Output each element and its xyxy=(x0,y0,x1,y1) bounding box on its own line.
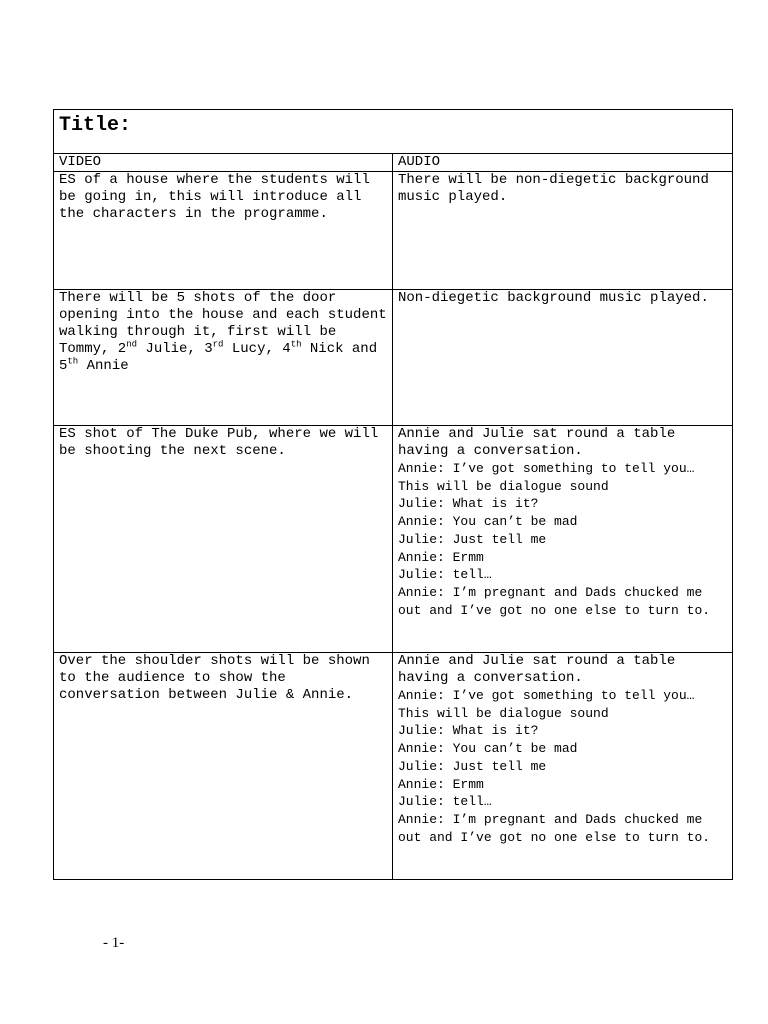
dialogue-line: This will be dialogue sound xyxy=(398,705,609,721)
dialogue-line: Julie: What is it? xyxy=(398,496,539,512)
dialogue-line: Annie: I’m pregnant and Dads chucked me out and I’ve got no one else to turn to. xyxy=(398,584,711,618)
video-cell: ES of a house where the students will be going in, this will introduce all the characters in the programme. xyxy=(54,172,393,290)
audio-cell xyxy=(393,653,733,880)
table-row xyxy=(54,290,733,426)
table-row xyxy=(54,653,733,880)
title-cell xyxy=(54,110,733,154)
video-cell: Over the shoulder shots will be shown to the audience to show the conversation between Julie & Annie. xyxy=(54,653,393,880)
dialogue-line: Annie: I’m pregnant and Dads chucked me out and I’ve got no one else to turn to. xyxy=(398,811,711,845)
dialogue-line: Julie: tell… xyxy=(398,794,492,810)
dialogue-line: Julie: Just tell me xyxy=(398,758,547,774)
audio-cell: Non-diegetic background music played. xyxy=(393,290,733,426)
dialogue-line: Julie: What is it? xyxy=(398,723,539,739)
audio-cell xyxy=(393,426,733,653)
title-row xyxy=(54,110,733,154)
dialogue-line: This will be dialogue sound xyxy=(398,478,609,494)
video-header: VIDEO xyxy=(54,154,393,172)
dialogue-line: Annie: Ermm xyxy=(398,776,484,792)
dialogue-line: Annie and Julie sat round a table having a conversation. xyxy=(398,426,684,459)
document-title: Title: xyxy=(59,114,132,137)
dialogue-line: Annie and Julie sat round a table having a conversation. xyxy=(398,653,684,686)
dialogue-line: Annie: I’ve got something to tell you… xyxy=(398,688,695,703)
dialogue-line: Annie: Ermm xyxy=(398,549,484,565)
video-cell: There will be 5 shots of the door opening into the house and each student walking through it, first will be Tommy, 2nd Julie, 3rd Lucy, 4th Nick and 5th Annie xyxy=(54,290,393,426)
dialogue-line: Annie: You can’t be mad xyxy=(398,514,578,530)
header-row xyxy=(54,154,733,172)
audio-header: AUDIO xyxy=(393,154,733,172)
dialogue-line: Annie: You can’t be mad xyxy=(398,741,578,757)
script-table xyxy=(53,109,733,880)
dialogue-line: Julie: tell… xyxy=(398,567,492,583)
video-cell: ES shot of The Duke Pub, where we will be shooting the next scene. xyxy=(54,426,393,653)
audio-cell: There will be non-diegetic background music played. xyxy=(393,172,733,290)
dialogue-line: Julie: Just tell me xyxy=(398,531,547,547)
dialogue-line: Annie: I’ve got something to tell you… xyxy=(398,461,695,476)
page-number: - 1- xyxy=(103,935,125,951)
table-row xyxy=(54,426,733,653)
table-row xyxy=(54,172,733,290)
